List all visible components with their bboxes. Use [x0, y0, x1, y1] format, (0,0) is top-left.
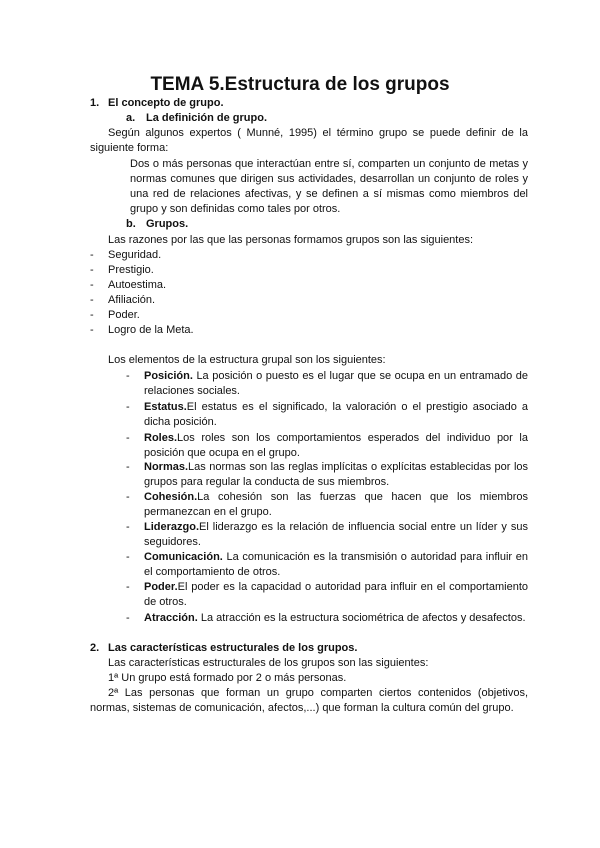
section-1-heading [90, 96, 224, 111]
list-item: - Normas.Las normas son las reglas implícitas o explícitas establecidas por los grupos para regular la conducta de sus miembros. [126, 461, 528, 488]
element-term: Comunicación. [144, 551, 223, 563]
element-term: Roles. [144, 432, 178, 444]
element-term: Posición. [144, 370, 193, 382]
list-item: - Atracción. La atracción es la estructura sociométrica de afectos y desafectos. [126, 612, 526, 624]
element-term: Atracción. [144, 612, 198, 624]
document-page: TEMA 5.Estructura de los grupos 1. El concepto de grupo. a. La definición de grupo. Según algunos expertos ( Munné, 1995) el término grupo se puede definir de la siguiente forma: Dos o más personas que interactúan entre sí, comparten un conjunto de metas y normas comunes que dirigen sus actividades, desarrollan un conjunto de roles y una red de relaciones afectivas, y se definen a sí mismas como miembros del grupo y son definidas como tales por otros. b. Grupos. Las razones por las que las personas formamos grupos son las siguientes: - Seguridad. - Prestigio. - Autoestima. - Afiliación. - Poder. - Logro de la Meta. Los elementos de la estructura grupal son los siguientes: - Posición. La posición o puesto es el lugar que se ocupa en un entramado de relaciones sociales. - Estatus.El estatus es el significado, la valoración o el prestigio asociado a dicha posición. - Roles.Los roles son los comportamientos esperados del individuo por la posición que ocupa en el grupo. - Normas.Las normas son las reglas implícitas o explícitas establecidas por los grupos para regular la conducta de sus miembros. - Cohesión.La cohesión son las fuerzas que hacen que los miembros permanezcan en el grupo. - Liderazgo.El liderazgo es la relación de influencia social entre un líder y sus seguidores. - Comunicación. La comunicación es la transmisión o autoridad para influir en el comportamiento de otros. - Poder.El poder es la capacidad o autoridad para influir en el comportamiento de otros. - Atracción. La atracción es la estructura sociométrica de afectos y desafectos. 2. Las características estructurales de los grupos. Las características estructurales de los grupos son las siguientes: 1ª Un grupo está formado por 2 o más personas. 2ª Las personas que forman un grupo comparten ciertos contenidos (objetivos, normas, sistemas de comunicación, afectos,...) que forman la cultura común del grupo. [0, 0, 600, 848]
list-item: - Estatus.El estatus es el significado, la valoración o el prestigio asociado a dicha posición. [126, 401, 528, 428]
element-term: Poder. [144, 581, 178, 593]
list-item: - Comunicación. La comunicación es la transmisión o autoridad para influir en el comportamiento de otros. [126, 551, 528, 578]
section-2-title: Las características estructurales de los grupos. [108, 642, 358, 654]
section-2-heading [90, 641, 357, 656]
definition-quote: Dos o más personas que interactúan entre sí, comparten un conjunto de metas y normas comunes que dirigen sus actividades, desarrollan un conjunto de roles y una red de relaciones afectivas, y se definen a sí mismas como miembros del grupo y son definidas como tales por otros. [130, 158, 528, 215]
list-item: - Poder.El poder es la capacidad o autoridad para influir en el comportamiento de otros. [126, 581, 528, 608]
list-item: - Cohesión.La cohesión son las fuerzas que hacen que los miembros permanezcan en el grupo. [126, 491, 528, 518]
characteristic-item: 1ª Un grupo está formado por 2 o más personas. [108, 672, 347, 684]
section-1-title: El concepto de grupo. [108, 97, 224, 109]
subsection-a-title: La definición de grupo. [146, 112, 267, 124]
subsection-b-title: Grupos. [146, 218, 189, 230]
definition-intro: Según algunos expertos ( Munné, 1995) el término grupo se puede definir de la siguiente forma: [90, 127, 528, 154]
element-term: Normas. [144, 461, 189, 473]
list-item: - Posición. La posición o puesto es el lugar que se ocupa en un entramado de relaciones sociales. [126, 370, 528, 397]
characteristic-item: 2ª Las personas que forman un grupo comparten ciertos contenidos (objetivos, normas, sistemas de comunicación, afectos,...) que forman la cultura común del grupo. [90, 687, 528, 714]
list-item: - Roles.Los roles son los comportamientos esperados del individuo por la posición que ocupa en el grupo. [126, 432, 528, 459]
element-term: Cohesión. [144, 491, 198, 503]
subsection-a-label: a. [126, 112, 136, 124]
list-item: - Liderazgo.El liderazgo es la relación de influencia social entre un líder y sus seguidores. [126, 521, 528, 548]
reasons-intro: Las razones por las que las personas formamos grupos son las siguientes: [108, 234, 474, 246]
subsection-b-label: b. [126, 218, 136, 230]
subsection-a-heading [126, 111, 267, 126]
section-1-number: 1. [90, 97, 100, 109]
document-title: TEMA 5.Estructura de los grupos [150, 74, 450, 95]
section-2-number: 2. [90, 642, 100, 654]
elements-intro: Los elementos de la estructura grupal son los siguientes: [108, 354, 386, 366]
section-2-intro: Las características estructurales de los grupos son las siguientes: [108, 657, 429, 669]
element-term: Estatus. [144, 401, 187, 413]
element-term: Liderazgo. [144, 521, 200, 533]
subsection-b-heading [126, 217, 188, 232]
